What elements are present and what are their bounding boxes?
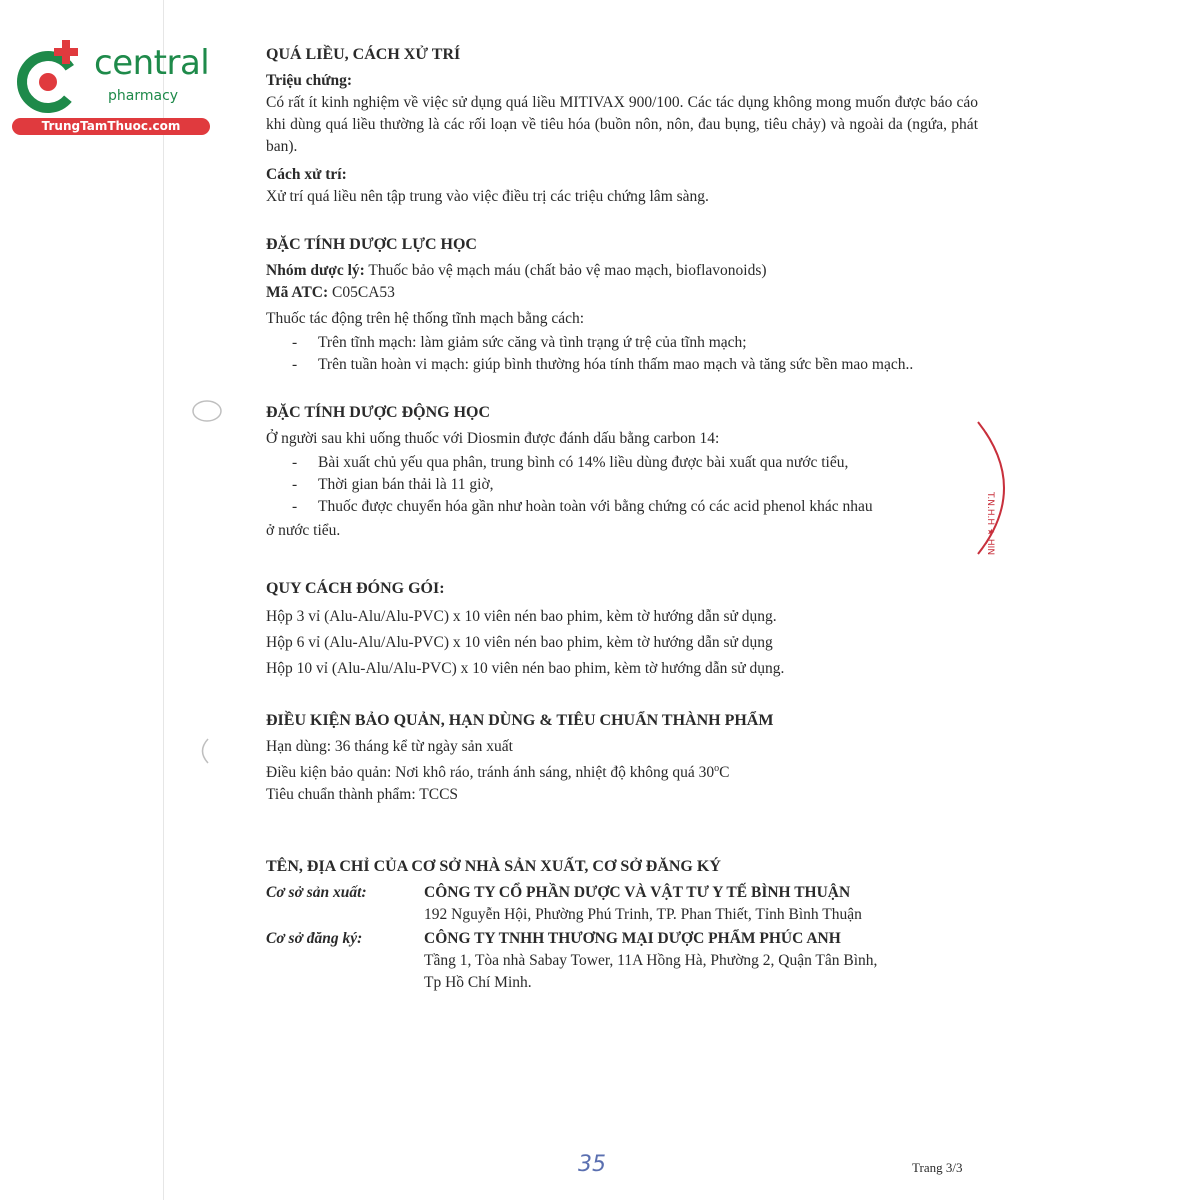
manufacturer-table <box>266 882 978 994</box>
storage-section <box>266 710 978 806</box>
punch-hole-mark <box>194 736 214 766</box>
overdose-section <box>266 44 978 208</box>
packaging-line: Hộp 6 vỉ (Alu-Alu/Alu-PVC) x 10 viên nén bao phim, kèm tờ hướng dẫn sử dụng <box>266 634 773 651</box>
temperature-unit: C <box>719 764 730 782</box>
registrant-address: Tầng 1, Tòa nhà Sabay Tower, 11A Hồng Hà, Phường 2, Quận Tân Bình, <box>424 952 878 970</box>
packaging-section <box>266 578 978 680</box>
pharmacokinetics-intro: Ở người sau khi uống thuốc với Diosmin được đánh dấu bằng carbon 14: <box>266 430 720 447</box>
punch-hole-mark <box>190 398 224 424</box>
section-heading: ĐIỀU KIỆN BẢO QUẢN, HẠN DÙNG & TIÊU CHUẨN THÀNH PHẨM <box>266 712 774 729</box>
treatment-label: Cách xử trí: <box>266 166 347 183</box>
page-number: Trang 3/3 <box>912 1160 963 1175</box>
manufacturer-section <box>266 856 978 994</box>
atc-label: Mã ATC: <box>266 284 329 301</box>
producer-label: Cơ sở sản xuất: <box>266 884 367 902</box>
page-edge <box>163 0 164 1200</box>
list-item: - Trên tuần hoàn vi mạch: giúp bình thường hóa tính thấm mao mạch và tăng sức bền mao mạch.. <box>292 354 978 376</box>
pharmacokinetics-list <box>266 452 978 518</box>
handwritten-page-number: 35 <box>578 1152 606 1177</box>
shelf-life: Hạn dùng: 36 tháng kể từ ngày sản xuất <box>266 738 513 755</box>
list-item: - Trên tĩnh mạch: làm giảm sức căng và tình trạng ứ trệ của tĩnh mạch; <box>292 332 978 354</box>
section-heading: QUY CÁCH ĐÓNG GÓI: <box>266 580 445 597</box>
pharmacologic-group <box>266 260 978 282</box>
atc-code <box>266 282 978 304</box>
pharmacokinetics-section <box>266 402 978 542</box>
pharmacokinetics-tail: ở nước tiểu. <box>266 522 341 539</box>
section-heading: ĐẶC TÍNH DƯỢC LỰC HỌC <box>266 236 477 253</box>
packaging-line: Hộp 3 vỉ (Alu-Alu/Alu-PVC) x 10 viên nén bao phim, kèm tờ hướng dẫn sử dụng. <box>266 608 777 625</box>
symptoms-label: Triệu chứng: <box>266 72 353 89</box>
central-pharmacy-logo[interactable] <box>10 38 215 138</box>
pharmacodynamics-intro: Thuốc tác động trên hệ thống tĩnh mạch bằng cách: <box>266 310 585 327</box>
list-item: - Thời gian bán thải là 11 giờ, <box>292 474 978 496</box>
storage-conditions <box>266 758 978 784</box>
registrant-address-city: Tp Hồ Chí Minh. <box>424 974 532 992</box>
registrant-name: CÔNG TY TNHH THƯƠNG MẠI DƯỢC PHẨM PHÚC ANH <box>424 930 841 948</box>
packaging-line: Hộp 10 vỉ (Alu-Alu/Alu-PVC) x 10 viên nén bao phim, kèm tờ hướng dẫn sử dụng. <box>266 660 785 677</box>
logo-website-badge: TrungTamThuoc.com <box>12 118 210 135</box>
list-item: - Thuốc được chuyển hóa gần như hoàn toàn với bằng chứng có các acid phenol khác nhau <box>292 496 978 518</box>
logo-wordmark: central <box>94 43 210 83</box>
logo-subtitle: pharmacy <box>108 88 179 104</box>
degree-symbol: o <box>714 763 720 774</box>
pharmacodynamics-list <box>266 332 978 376</box>
section-heading: TÊN, ĐỊA CHỈ CỦA CƠ SỞ NHÀ SẢN XUẤT, CƠ SỞ ĐĂNG KÝ <box>266 858 721 876</box>
section-heading: QUÁ LIỀU, CÁCH XỬ TRÍ <box>266 46 461 63</box>
list-item: - Bài xuất chủ yếu qua phân, trung bình có 14% liều dùng được bài xuất qua nước tiểu, <box>292 452 978 474</box>
producer-name: CÔNG TY CỔ PHẦN DƯỢC VÀ VẬT TƯ Y TẾ BÌNH THUẬN <box>424 884 851 902</box>
section-heading: ĐẶC TÍNH DƯỢC ĐỘNG HỌC <box>266 404 491 421</box>
group-value: Thuốc bảo vệ mạch máu (chất bảo vệ mao mạch, bioflavonoids) <box>364 262 767 279</box>
atc-value: C05CA53 <box>328 284 395 301</box>
treatment-text: Xử trí quá liều nên tập trung vào việc điều trị các triệu chứng lâm sàng. <box>266 188 709 205</box>
document-body <box>266 44 978 1020</box>
group-label: Nhóm dược lý: <box>266 262 365 279</box>
storage-conditions-text: Điều kiện bảo quản: Nơi khô ráo, tránh ánh sáng, nhiệt độ không quá 30 <box>266 764 715 782</box>
pharmacy-cross-icon <box>10 38 90 118</box>
pharmacodynamics-section <box>266 234 978 376</box>
registrant-label: Cơ sở đăng ký: <box>266 930 363 948</box>
producer-address: 192 Nguyễn Hội, Phường Phú Trinh, TP. Phan Thiết, Tỉnh Bình Thuận <box>424 906 862 924</box>
symptoms-text: Có rất ít kinh nghiệm về việc sử dụng quá liều MITIVAX 900/100. Các tác dụng không mong muốn được báo cáo khi dùng quá liều thường là các rối loạn về tiêu hóa (buồn nôn, nôn, đau bụng, tiêu chảy) và ngoài da (ngứa, phát ban). <box>266 94 978 155</box>
product-standard: Tiêu chuẩn thành phẩm: TCCS <box>266 786 459 804</box>
svg-text:T.N.H.H ★ HIN: T.N.H.H ★ HIN <box>985 492 995 556</box>
